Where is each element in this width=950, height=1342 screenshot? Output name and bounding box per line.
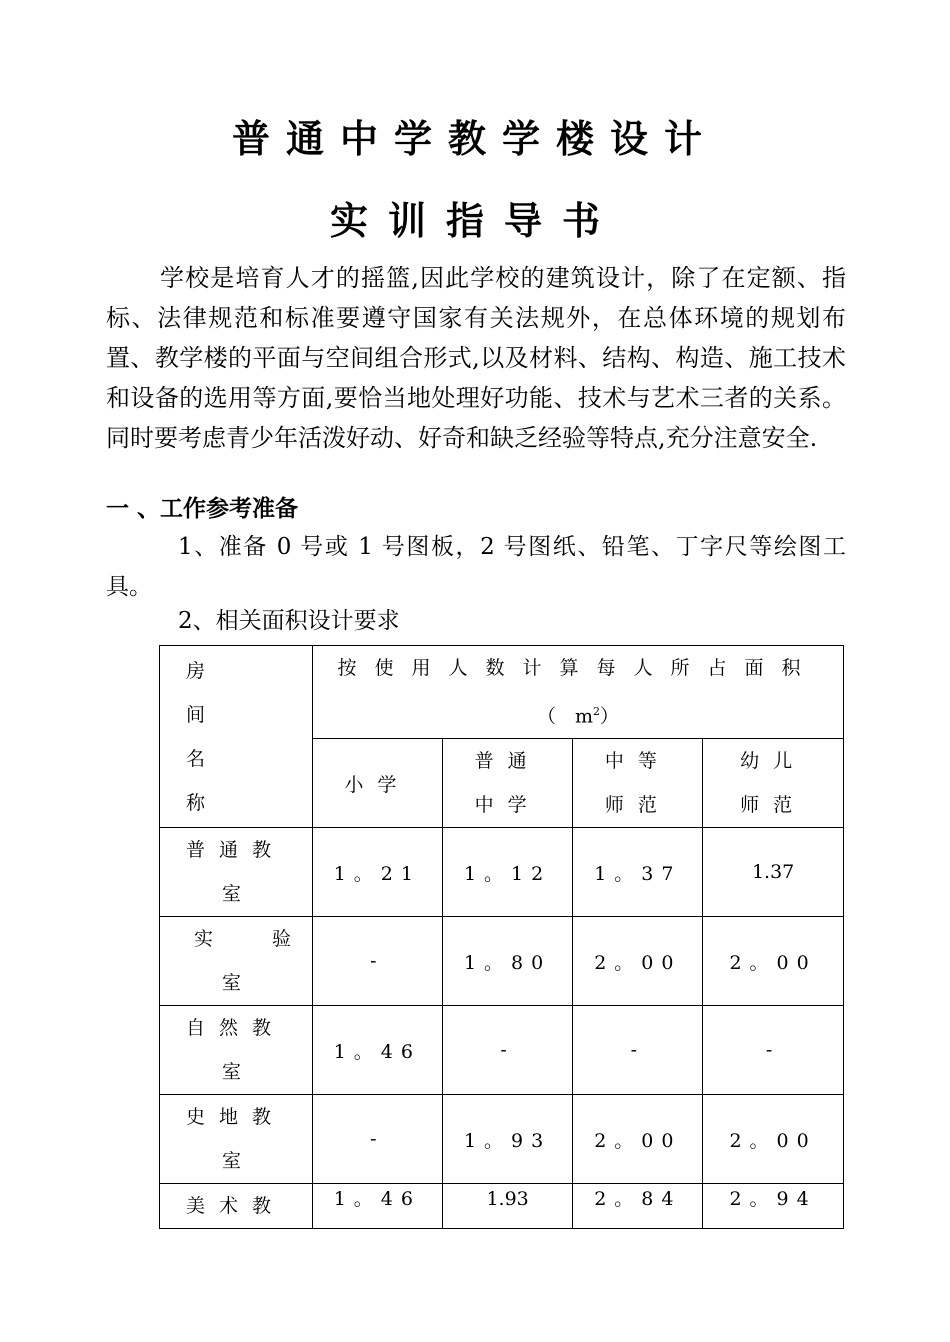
item-2-text: 2、相关面积设计要求	[178, 608, 400, 634]
document-title: 普通中学教学楼设计	[231, 117, 718, 161]
row-room-name: 美术教	[160, 1184, 313, 1229]
col-middle-school: 普通 中学	[442, 739, 573, 828]
table-row	[160, 917, 844, 1006]
cell-value: 2。94	[703, 1184, 844, 1229]
row-room-name: 实 验 室	[160, 917, 313, 1006]
area-group-header: 按使用人数计算每人所占面积 （ $m^2$）	[312, 646, 843, 739]
cell-value: 1。80	[442, 917, 573, 1006]
room-name-header: 房 间 名 称	[160, 646, 313, 828]
intro-paragraph: 学校是培育人才的摇篮,因此学校的建筑设计，除了在定额、指标、法律规范和标准要遵守国家有关法规外，在总体环境的规划布置、教学楼的平面与空间组合形式,以及材料、结构、构造、施工技术和设备的选用等方面,要恰当地处理好功能、技术与艺术三者的关系。同时要考虑青少年活泼好动、好奇和缺乏经验等特点,充分注意安全.	[106, 264, 846, 452]
cell-value: 1.37	[703, 828, 844, 917]
cell-value: 2。00	[573, 917, 703, 1006]
cell-value: 1。93	[442, 1095, 573, 1184]
cell-value: 2。00	[573, 1095, 703, 1184]
cell-value: 2。84	[573, 1184, 703, 1229]
area-requirements-table	[159, 645, 844, 1229]
cell-value: 1。46	[312, 1006, 442, 1095]
cell-value: 1。21	[312, 828, 442, 917]
document-subtitle: 实训指导书	[329, 199, 620, 243]
table-row	[160, 1184, 844, 1229]
cell-value: 1。37	[573, 828, 703, 917]
table-header-row	[160, 646, 844, 739]
cell-value: -	[703, 1006, 844, 1095]
cell-value: 1。46	[312, 1184, 442, 1229]
table-row	[160, 1006, 844, 1095]
cell-value: -	[442, 1006, 573, 1095]
cell-value: -	[312, 917, 442, 1006]
row-room-name: 自然教 室	[160, 1006, 313, 1095]
item-1-text: 1、准备 0 号或 1 号图板，2 号图纸、铅笔、丁字尺等绘图工具。	[106, 534, 846, 600]
cell-value: -	[573, 1006, 703, 1095]
cell-value: 1.93	[442, 1184, 573, 1229]
cell-value: -	[312, 1095, 442, 1184]
row-room-name: 普通教 室	[160, 828, 313, 917]
row-room-name: 史地教 室	[160, 1095, 313, 1184]
table-row	[160, 828, 844, 917]
cell-value: 2。00	[703, 1095, 844, 1184]
col-primary: 小学	[312, 739, 442, 828]
section-heading: 一 、工作参考准备	[106, 496, 299, 522]
col-normal-school: 中等 师范	[573, 739, 703, 828]
cell-value: 1。12	[442, 828, 573, 917]
cell-value: 2。00	[703, 917, 844, 1006]
col-kindergarten-normal: 幼儿 师范	[703, 739, 844, 828]
table-row	[160, 1095, 844, 1184]
